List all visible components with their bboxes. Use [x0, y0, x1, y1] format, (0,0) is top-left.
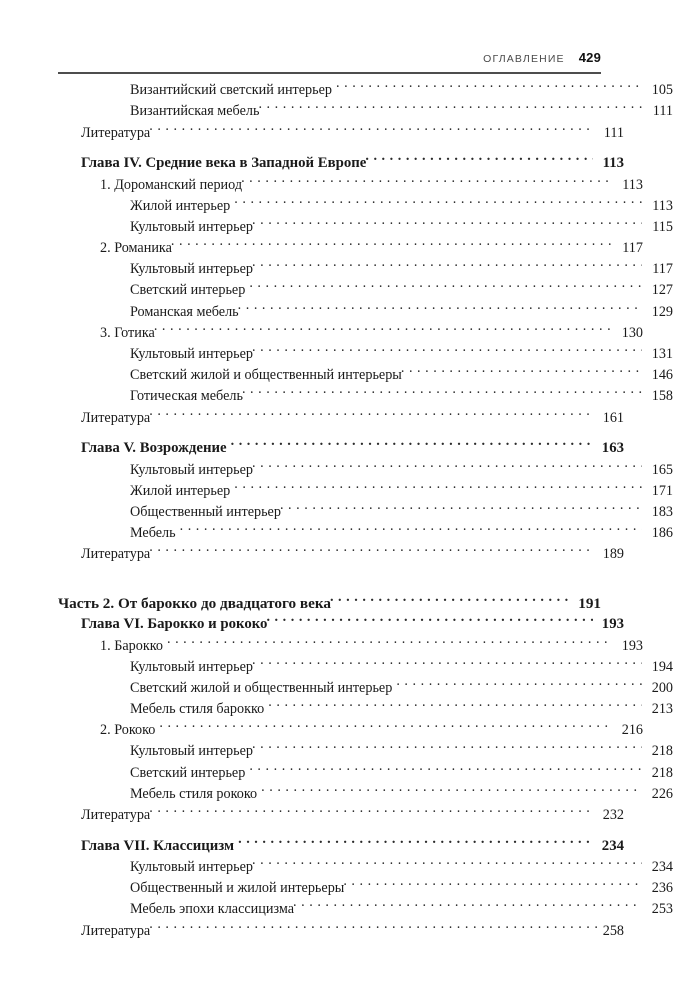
toc-entry-page-number: 183	[651, 503, 673, 520]
toc-entry-page-number: 163	[601, 440, 624, 457]
toc-dot-leader	[401, 365, 642, 379]
toc-dot-leader	[261, 784, 642, 798]
toc-entry-page-number: 232	[602, 807, 624, 824]
toc-entry[interactable]	[58, 196, 673, 217]
toc-entry-title: Византийская мебель	[130, 103, 260, 120]
toc-entry[interactable]	[58, 784, 673, 805]
toc-dot-leader	[252, 857, 642, 871]
toc-entry[interactable]	[58, 657, 673, 678]
toc-entry[interactable]	[58, 762, 673, 783]
toc-dot-leader	[159, 720, 612, 734]
toc-entry[interactable]	[58, 80, 673, 101]
toc-entry-title: Литература	[81, 124, 151, 141]
toc-dot-leader	[258, 101, 642, 115]
toc-entry[interactable]	[58, 122, 624, 143]
chapter-spacer	[58, 429, 601, 438]
toc-entry-title: Культовый интерьер	[130, 261, 253, 278]
table-of-contents	[58, 80, 673, 942]
toc-entry-title: Общественный и жилой интерьеры	[130, 880, 345, 897]
toc-entry-title: Литература	[81, 546, 151, 563]
toc-dot-leader	[365, 153, 593, 168]
toc-entry-title: Глава VII. Классицизм	[81, 837, 235, 854]
toc-entry-page-number: 146	[651, 367, 673, 384]
toc-entry-page-number: 193	[621, 637, 643, 654]
toc-entry[interactable]	[58, 857, 673, 878]
toc-dot-leader	[343, 878, 642, 892]
toc-entry-title: Культовый интерьер	[130, 743, 253, 760]
toc-entry-page-number: 117	[622, 240, 643, 257]
toc-dot-leader	[149, 407, 593, 421]
toc-dot-leader	[252, 259, 642, 273]
toc-entry[interactable]	[58, 699, 673, 720]
toc-entry-page-number: 131	[651, 346, 673, 363]
toc-dot-leader	[234, 196, 642, 210]
toc-entry-page-number: 130	[621, 324, 643, 341]
toc-entry-title: Глава IV. Средние века в Западной Европе	[81, 155, 367, 172]
toc-entry-title: Глава VI. Барокко и рококо	[81, 616, 268, 633]
toc-entry-page-number: 218	[651, 743, 673, 760]
toc-entry[interactable]	[58, 301, 673, 322]
toc-entry[interactable]	[58, 344, 673, 365]
chapter-spacer	[58, 144, 601, 153]
header-divider-rule	[58, 72, 601, 74]
toc-entry-title: Романская мебель	[130, 303, 239, 320]
toc-entry-title: Литература	[81, 409, 151, 426]
running-header	[58, 50, 601, 70]
toc-entry-page-number: 236	[651, 880, 673, 897]
toc-dot-leader	[266, 614, 593, 629]
toc-entry-title: 2. Романика	[100, 240, 172, 257]
toc-entry-page-number: 171	[651, 482, 673, 499]
toc-entry-title: Мебель	[130, 525, 176, 542]
toc-dot-leader	[396, 678, 642, 692]
toc-entry-page-number: 111	[652, 103, 673, 120]
toc-dot-leader	[238, 301, 642, 315]
running-header-page-number: 429	[578, 50, 601, 65]
toc-entry-title: Литература	[81, 922, 151, 939]
toc-entry[interactable]	[58, 920, 624, 941]
toc-entry-title: Литература	[81, 807, 151, 824]
toc-entry[interactable]	[58, 592, 601, 613]
toc-entry-title: Светский жилой и общественный интерьер	[130, 679, 393, 696]
toc-entry[interactable]	[58, 238, 643, 259]
toc-entry-page-number: 129	[651, 303, 673, 320]
toc-entry[interactable]	[58, 217, 673, 238]
toc-entry-page-number: 115	[652, 218, 673, 235]
toc-entry-title: Мебель стиля барокко	[130, 701, 265, 718]
toc-dot-leader	[154, 323, 612, 337]
toc-entry-title: Глава V. Возрождение	[81, 440, 227, 457]
toc-entry-page-number: 193	[601, 616, 624, 633]
toc-dot-leader	[242, 386, 642, 400]
toc-entry-page-number: 194	[651, 658, 673, 675]
toc-dot-leader	[234, 481, 642, 495]
toc-dot-leader	[149, 122, 593, 136]
toc-entry[interactable]	[58, 323, 643, 344]
toc-dot-leader	[293, 899, 642, 913]
toc-entry[interactable]	[58, 481, 673, 502]
toc-entry[interactable]	[58, 502, 673, 523]
toc-dot-leader	[149, 805, 593, 819]
toc-entry-page-number: 113	[622, 176, 643, 193]
toc-entry-page-number: 158	[651, 388, 673, 405]
toc-entry[interactable]	[58, 407, 624, 428]
toc-entry-page-number: 113	[602, 155, 624, 172]
toc-entry[interactable]	[58, 101, 673, 122]
toc-dot-leader	[149, 544, 593, 558]
toc-dot-leader	[249, 280, 642, 294]
toc-dot-leader	[252, 344, 642, 358]
toc-dot-leader	[149, 920, 597, 934]
toc-entry-page-number: 113	[652, 197, 673, 214]
toc-entry-title: Мебель эпохи классицизма	[130, 901, 295, 918]
toc-dot-leader	[252, 459, 642, 473]
toc-entry-title: Культовый интерьер	[130, 859, 253, 875]
toc-dot-leader	[268, 699, 642, 713]
toc-entry-page-number: 105	[651, 82, 673, 99]
toc-entry-title: Общественный интерьер	[130, 503, 281, 520]
toc-dot-leader	[249, 762, 642, 776]
toc-dot-leader	[167, 635, 612, 649]
toc-entry[interactable]	[58, 805, 624, 826]
toc-entry-title: Светский интерьер	[130, 282, 246, 299]
toc-dot-leader	[280, 502, 642, 516]
toc-entry-page-number: 234	[651, 859, 673, 875]
toc-entry-page-number: 234	[601, 837, 624, 854]
toc-entry-page-number: 189	[602, 546, 624, 563]
toc-entry-title: 3. Готика	[100, 324, 155, 341]
toc-entry-page-number: 258	[602, 922, 624, 939]
toc-entry[interactable]	[58, 259, 673, 280]
toc-entry-page-number: 191	[578, 594, 601, 612]
toc-entry-title: 1. Дороманский период	[100, 176, 243, 193]
chapter-spacer	[58, 826, 601, 835]
toc-entry-title: Культовый интерьер	[130, 461, 253, 478]
toc-entry[interactable]	[58, 523, 673, 544]
toc-entry[interactable]	[58, 153, 624, 175]
toc-entry-title: 2. Рококо	[100, 722, 156, 739]
toc-entry-page-number: 253	[651, 901, 673, 918]
toc-entry-page-number: 186	[651, 525, 673, 542]
toc-entry-page-number: 213	[651, 701, 673, 718]
toc-dot-leader	[336, 80, 642, 94]
toc-entry[interactable]	[58, 878, 673, 899]
toc-dot-leader	[252, 741, 642, 755]
toc-entry-page-number: 226	[651, 785, 673, 802]
toc-dot-leader	[252, 217, 642, 231]
toc-entry-title: 1. Барокко	[100, 637, 163, 654]
toc-entry-title: Жилой интерьер	[130, 482, 231, 499]
toc-entry[interactable]	[58, 459, 673, 480]
toc-dot-leader	[330, 592, 570, 607]
toc-dot-leader	[241, 174, 612, 188]
toc-entry-title: Жилой интерьер	[130, 197, 231, 214]
toc-dot-leader	[171, 238, 612, 252]
toc-entry-title: Культовый интерьер	[130, 658, 253, 675]
toc-entry-page-number: 218	[651, 764, 673, 781]
toc-entry[interactable]	[58, 635, 643, 656]
toc-entry[interactable]	[58, 544, 624, 565]
toc-entry-page-number: 117	[652, 261, 673, 278]
toc-entry-title: Светский жилой и общественный интерьеры	[130, 367, 402, 384]
toc-entry[interactable]	[58, 438, 624, 460]
toc-entry[interactable]	[58, 835, 624, 857]
toc-entry[interactable]	[58, 280, 673, 301]
toc-entry-page-number: 127	[651, 282, 673, 299]
toc-entry[interactable]	[58, 614, 624, 636]
toc-entry-title: Готическая мебель	[130, 388, 243, 405]
toc-dot-leader	[180, 523, 642, 537]
toc-entry-title: Светский интерьер	[130, 764, 246, 781]
toc-entry-title: Культовый интерьер	[130, 346, 253, 363]
toc-dot-leader	[231, 438, 593, 453]
toc-entry[interactable]	[58, 678, 673, 699]
toc-entry[interactable]	[58, 899, 673, 920]
toc-entry-page-number: 165	[651, 461, 673, 478]
toc-entry[interactable]	[58, 386, 673, 407]
toc-entry-title: Культовый интерьер	[130, 218, 253, 235]
section-spacer	[58, 565, 601, 592]
toc-dot-leader	[238, 835, 593, 850]
toc-entry-title: Часть 2. От барокко до двадцатого века	[58, 594, 331, 612]
running-header-label: ОГЛАВЛЕНИЕ	[483, 53, 565, 65]
toc-entry[interactable]	[58, 365, 673, 386]
toc-entry[interactable]	[58, 741, 673, 762]
toc-entry-title: Византийский светский интерьер	[130, 82, 332, 99]
toc-dot-leader	[252, 657, 642, 671]
toc-entry-page-number: 200	[651, 679, 673, 696]
toc-entry-page-number: 111	[603, 124, 624, 141]
toc-entry-page-number: 161	[602, 409, 624, 426]
toc-entry-page-number: 216	[621, 722, 643, 739]
toc-entry-title: Мебель стиля рококо	[130, 785, 258, 802]
toc-entry[interactable]	[58, 174, 643, 195]
toc-entry[interactable]	[58, 720, 643, 741]
